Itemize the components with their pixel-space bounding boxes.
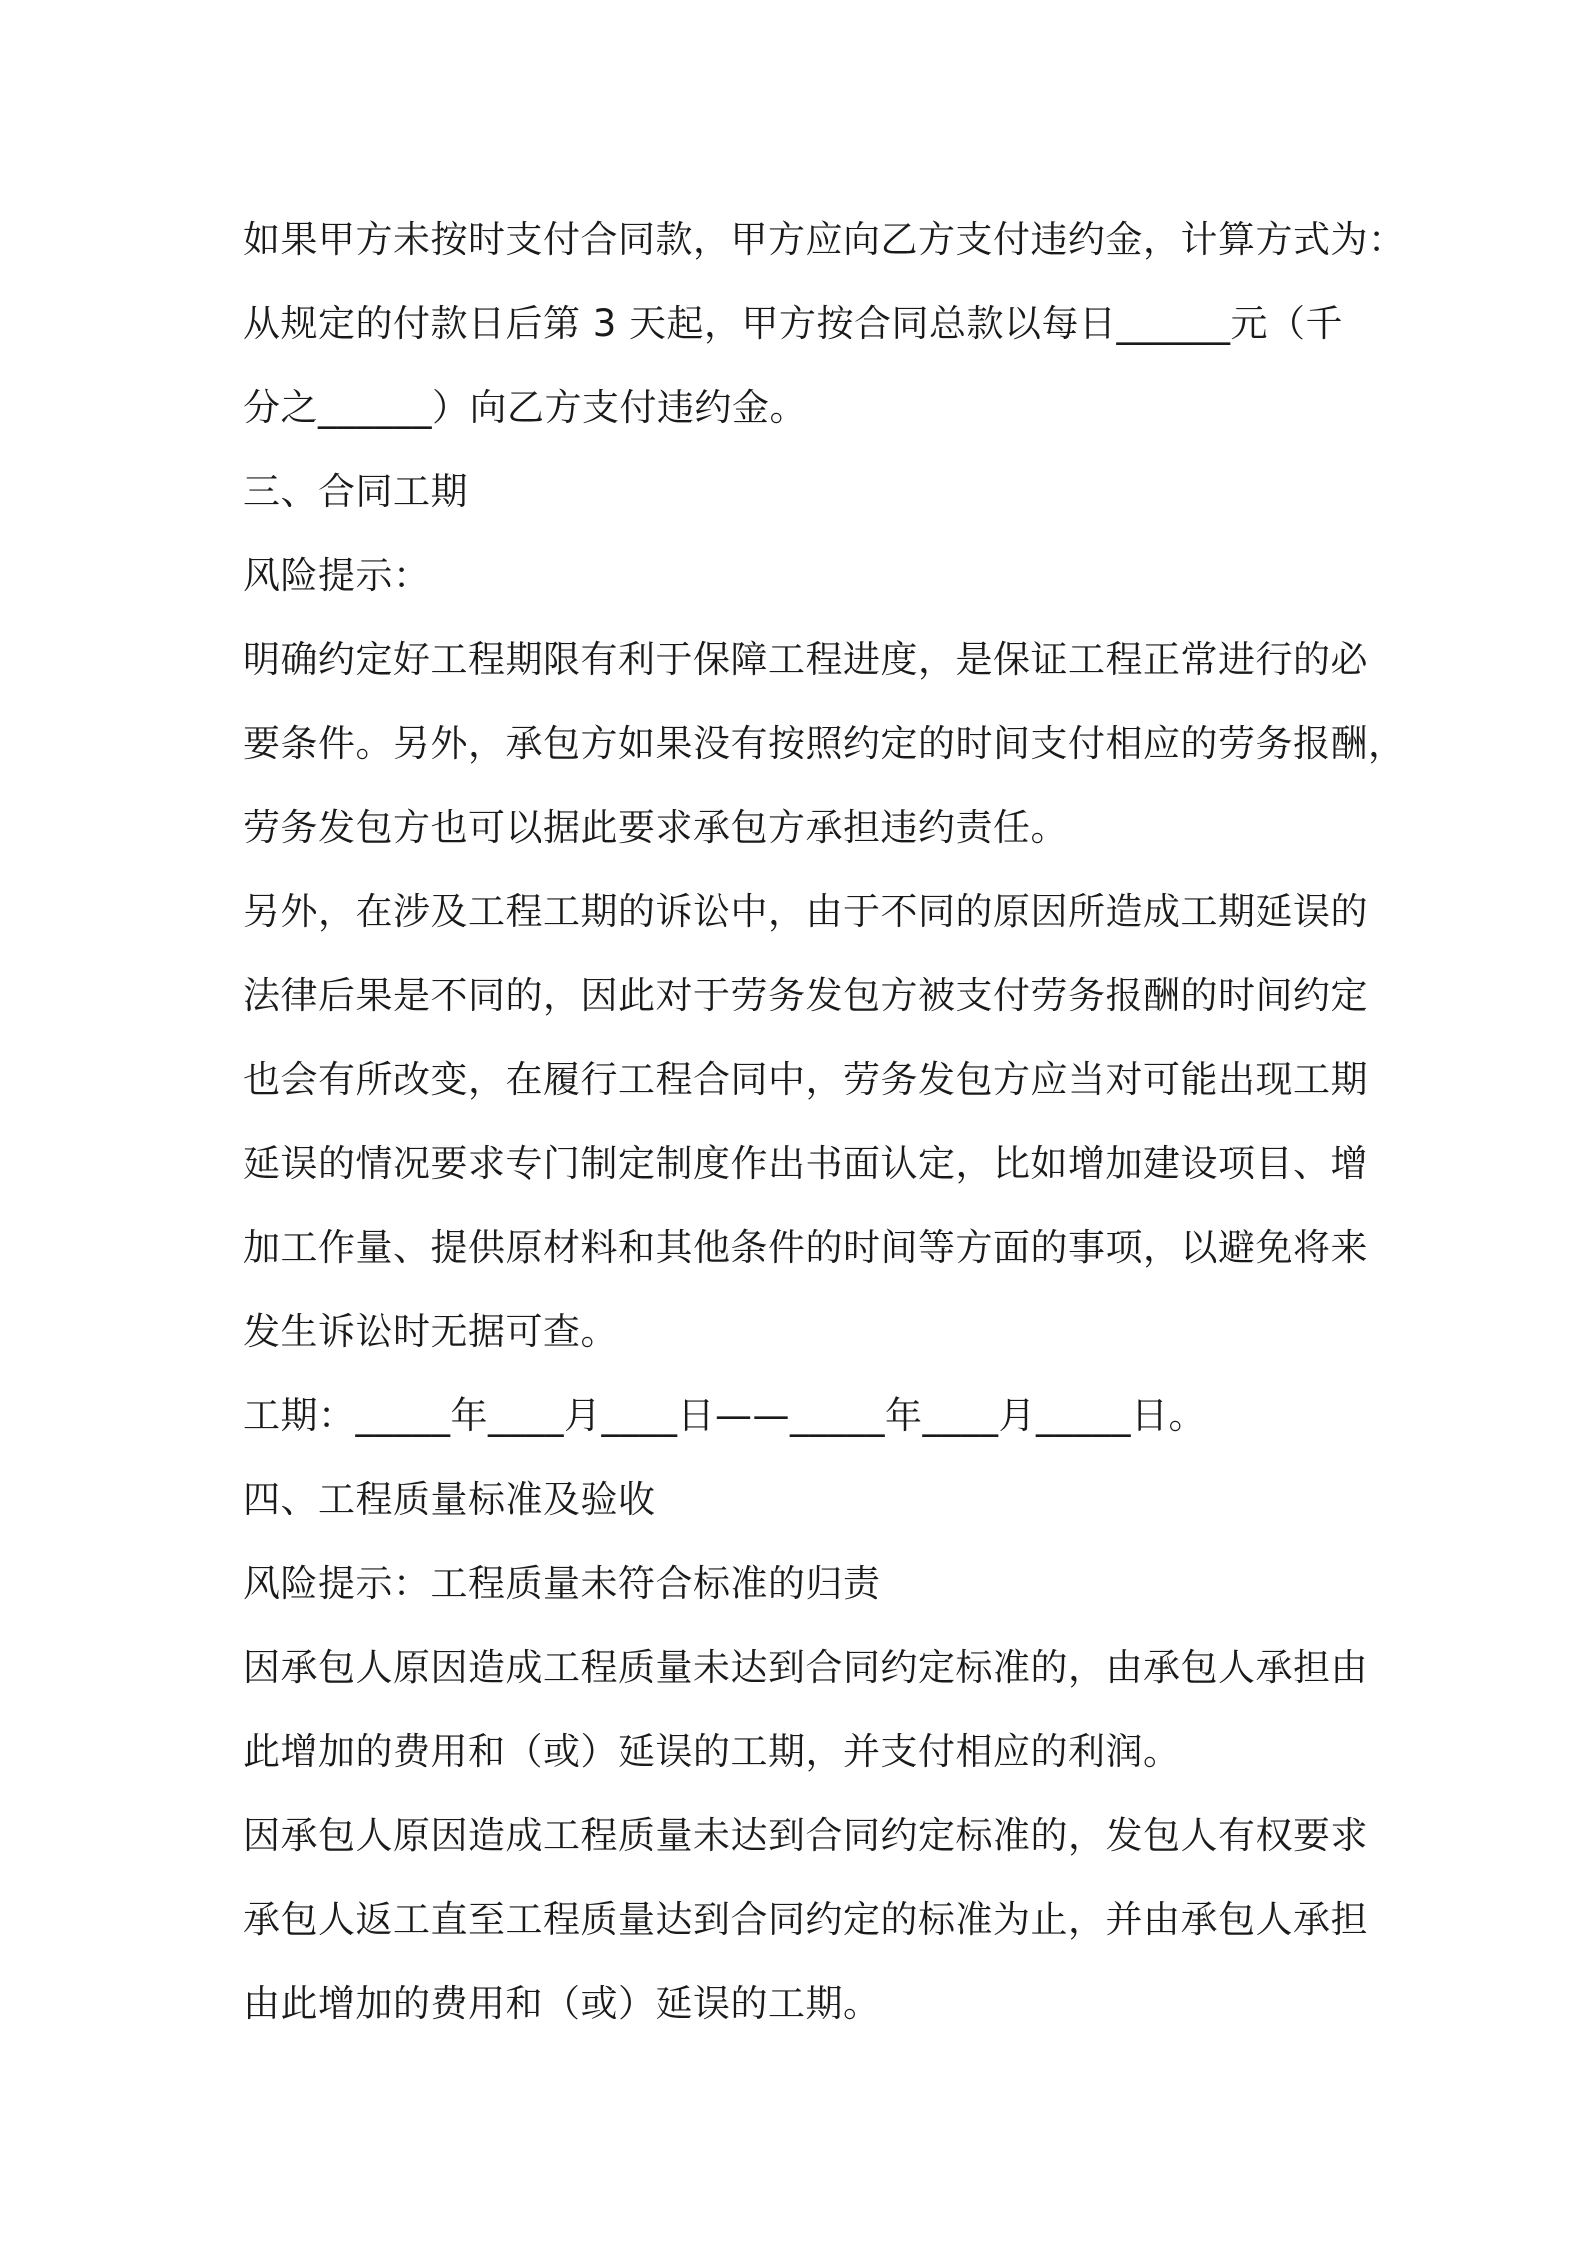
text-line: 此增加的费用和（或）延误的工期，并支付相应的利润。 <box>243 1730 1181 1773</box>
text-line: 延误的情况要求专门制定制度作出书面认定，比如增加建设项目、增 <box>243 1142 1368 1185</box>
text-line-penalty-rate-cont: 分之______）向乙方支付违约金。 <box>243 386 807 429</box>
risk-notice-label: 风险提示： <box>243 554 431 597</box>
text-line: 劳务发包方也可以据此要求承包方承担违约责任。 <box>243 806 1068 849</box>
text-line: 另外，在涉及工程工期的诉讼中，由于不同的原因所造成工期延误的 <box>243 890 1368 933</box>
text-line: 法律后果是不同的，因此对于劳务发包方被支付劳务报酬的时间约定 <box>243 974 1368 1017</box>
document-body <box>243 198 1406 2046</box>
section-heading-contract-period: 三、合同工期 <box>243 470 468 513</box>
text-line-penalty-rate: 从规定的付款日后第 3 天起，甲方按合同总款以每日______元（千 <box>243 302 1344 345</box>
text-line: 加工作量、提供原材料和其他条件的时间等方面的事项，以避免将来 <box>243 1226 1368 1269</box>
period-fill-in-line: 工期：_____年____月____日——_____年____月_____日。 <box>243 1394 1206 1437</box>
text-line: 由此增加的费用和（或）延误的工期。 <box>243 1982 881 2025</box>
text-line-penalty-intro: 如果甲方未按时支付合同款，甲方应向乙方支付违约金，计算方式为： <box>243 218 1406 261</box>
text-line: 因承包人原因造成工程质量未达到合同约定标准的，发包人有权要求 <box>243 1814 1368 1857</box>
text-line: 也会有所改变，在履行工程合同中，劳务发包方应当对可能出现工期 <box>243 1058 1368 1101</box>
text-line: 承包人返工直至工程质量达到合同约定的标准为止，并由承包人承担 <box>243 1898 1368 1941</box>
text-line: 明确约定好工程期限有利于保障工程进度，是保证工程正常进行的必 <box>243 638 1368 681</box>
section-heading-quality-acceptance: 四、工程质量标准及验收 <box>243 1478 656 1521</box>
text-line: 发生诉讼时无据可查。 <box>243 1310 618 1353</box>
risk-notice-quality: 风险提示：工程质量未符合标准的归责 <box>243 1562 881 1605</box>
text-line: 要条件。另外，承包方如果没有按照约定的时间支付相应的劳务报酬， <box>243 722 1406 765</box>
text-line: 因承包人原因造成工程质量未达到合同约定标准的，由承包人承担由 <box>243 1646 1368 1689</box>
